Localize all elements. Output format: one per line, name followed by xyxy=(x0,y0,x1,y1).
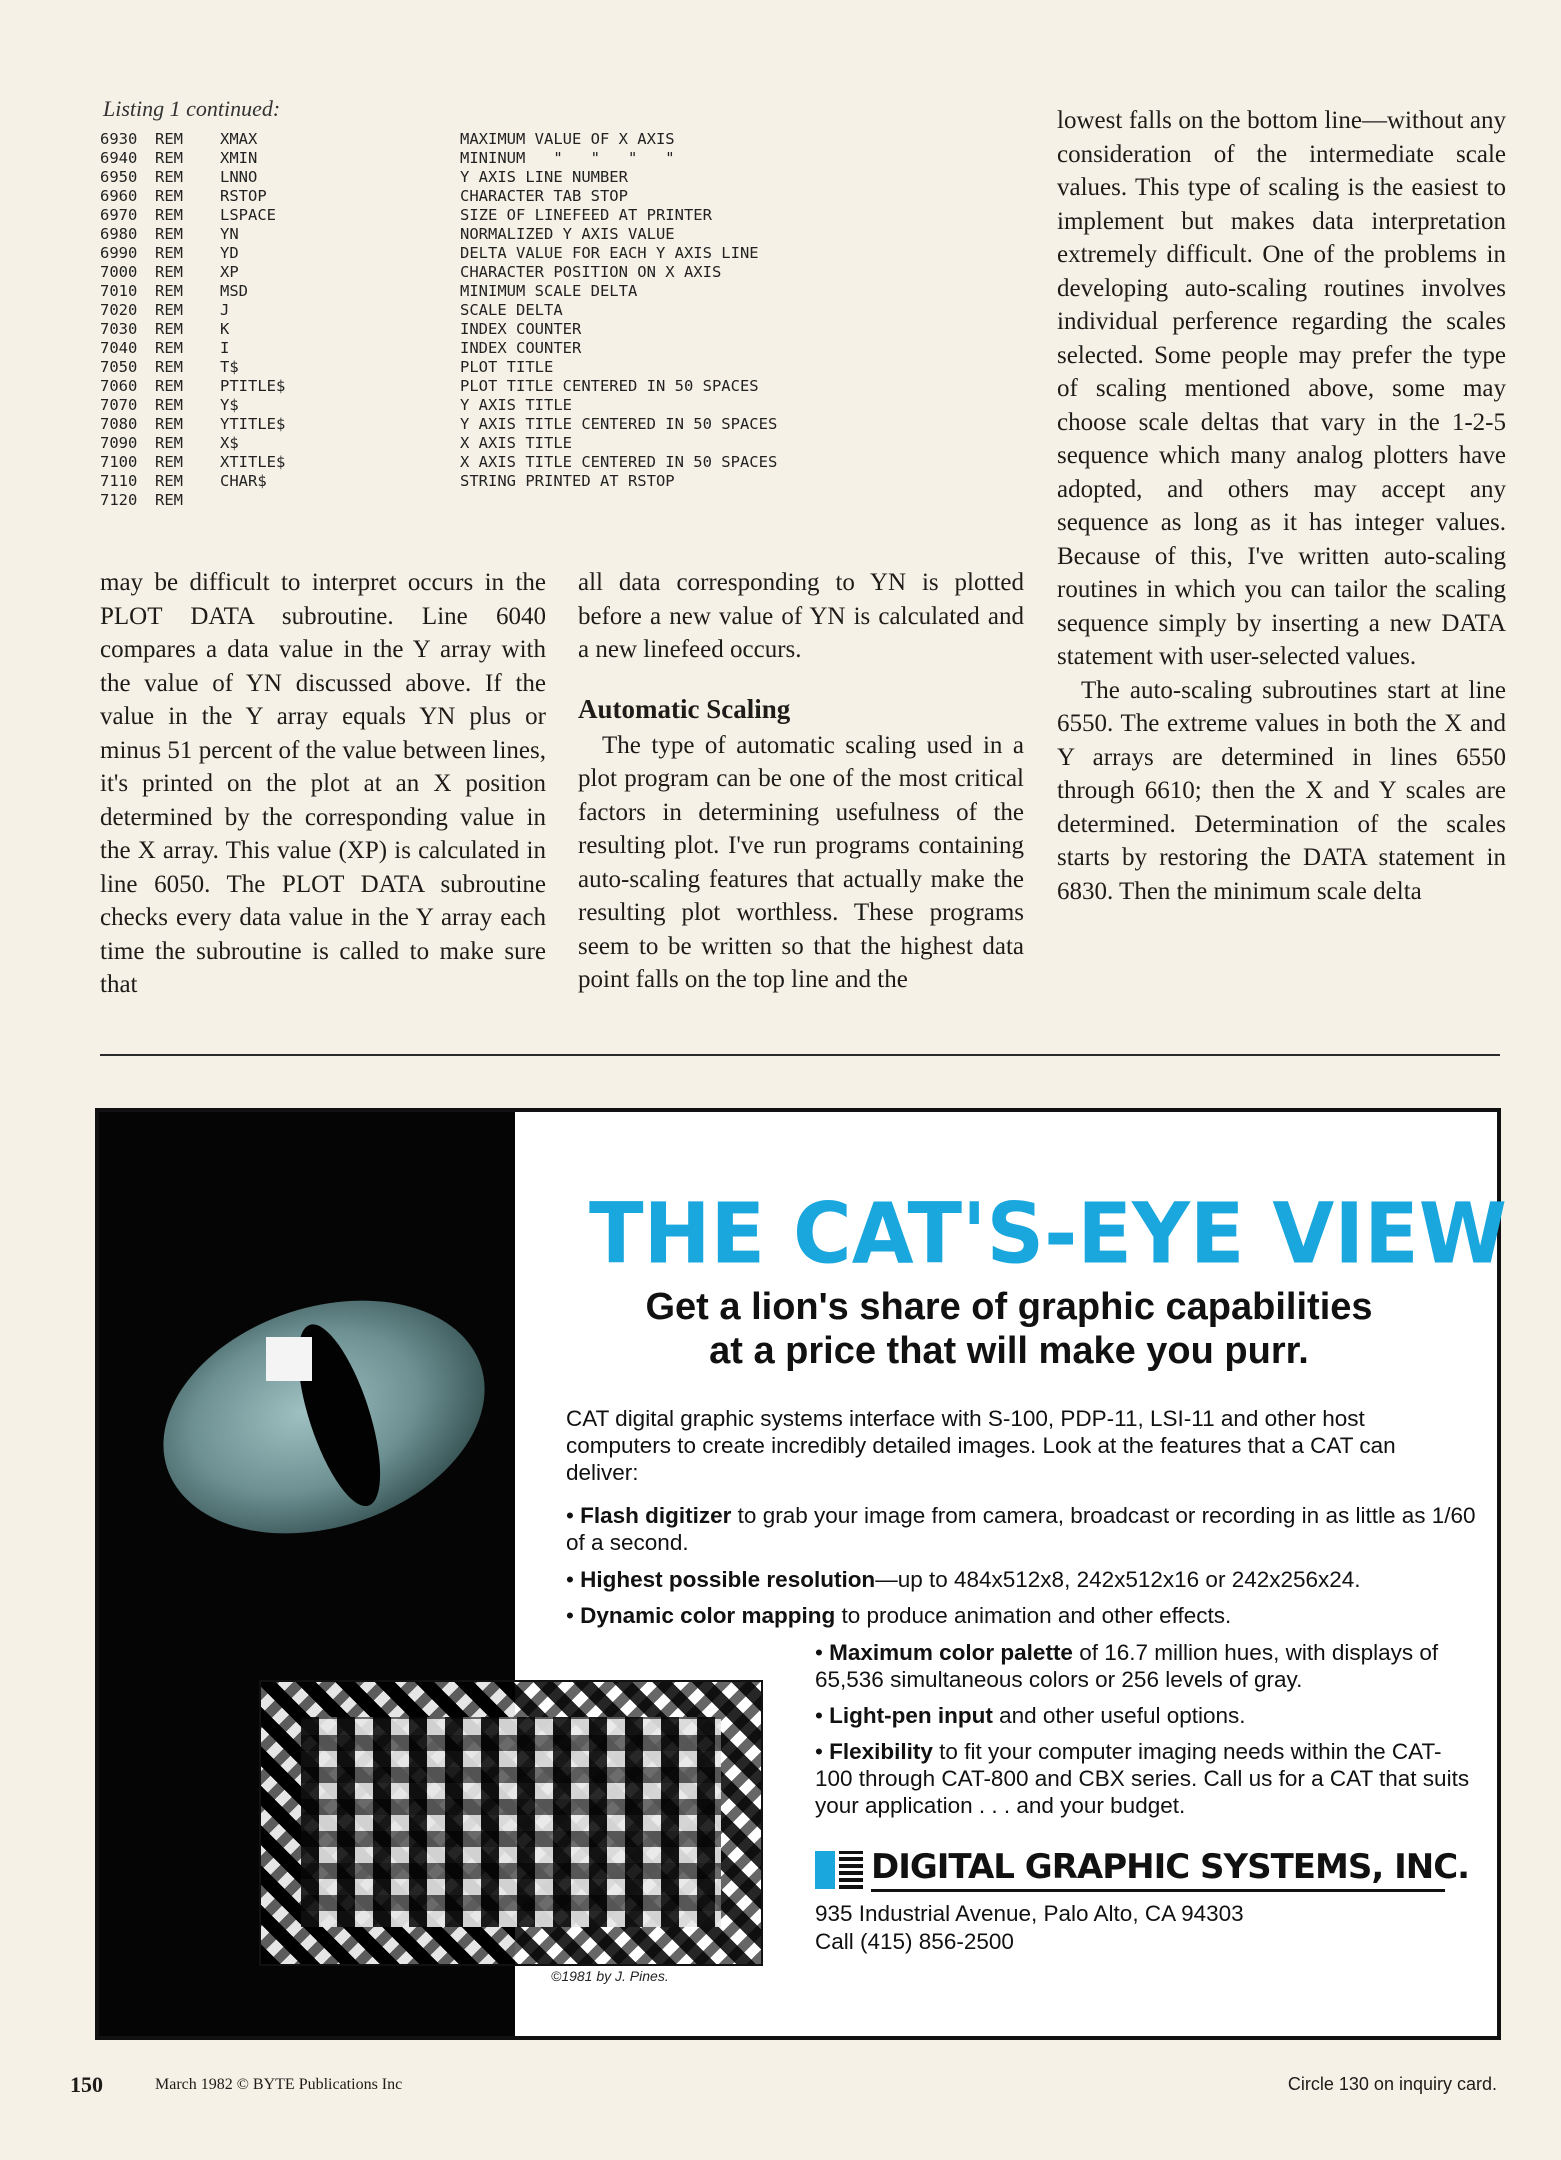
section-heading: Automatic Scaling xyxy=(578,693,791,724)
variable-name: I xyxy=(220,339,230,357)
variable-name: K xyxy=(220,320,230,338)
page-number: 150 xyxy=(70,2072,103,2097)
variable-name: XTITLE$ xyxy=(220,453,286,471)
line-number: 7110 xyxy=(100,472,138,490)
line-number: 6940 xyxy=(100,149,138,167)
article-column-2 xyxy=(578,566,1024,997)
rem-keyword: REM xyxy=(155,339,183,357)
line-number: 7070 xyxy=(100,396,138,414)
variable-description: MAXIMUM VALUE OF X AXIS xyxy=(460,130,675,148)
line-number: 7050 xyxy=(100,358,138,376)
variable-name: XMAX xyxy=(220,130,258,148)
variable-description: INDEX COUNTER xyxy=(460,339,582,357)
variable-name: YD xyxy=(220,244,239,262)
variable-name: Y$ xyxy=(220,396,239,414)
variable-name: XMIN xyxy=(220,149,258,167)
line-number: 6960 xyxy=(100,187,138,205)
mosaic-pattern xyxy=(301,1717,721,1927)
issue-line: March 1982 © BYTE Publications Inc xyxy=(155,2076,403,2093)
advertisement xyxy=(95,1108,1507,2040)
company-phone: Call (415) 856-2500 xyxy=(815,1929,1014,1954)
variable-description: CHARACTER POSITION ON X AXIS xyxy=(460,263,722,281)
company-address: 935 Industrial Avenue, Palo Alto, CA 94303 xyxy=(815,1901,1244,1926)
rem-keyword: REM xyxy=(155,149,183,167)
article-paragraph: lowest falls on the bottom line—without any consideration of the intermediate scale values. This type of scaling is the easiest to implement but makes data interpretation extremely difficult. One of the problems in developing auto-scaling routines involves individual perference regarding the scales selected. Some people may prefer the type of scaling mentioned above, some may choose scale deltas that vary in the 1-2-5 sequence which many analog plotters have adopted, and others may accept any sequence as long as it has integer values. Because of this, I've written auto-scaling routines in which you can tailor the scaling sequence simply by inserting a new DATA statement with user-selected values. xyxy=(1057,107,1506,670)
variable-name: T$ xyxy=(220,358,239,376)
line-number: 7060 xyxy=(100,377,138,395)
variable-description: MINIMUM SCALE DELTA xyxy=(460,282,638,300)
line-number: 6970 xyxy=(100,206,138,224)
rem-keyword: REM xyxy=(155,377,183,395)
article-paragraph: may be difficult to interpret occurs in the PLOT DATA subroutine. Line 6040 compares a data value in the Y array with the value of YN discussed above. If the value in the Y array equals YN plus or minus 51 percent of the value between lines, it's printed on the plot at an X position determined by the corresponding value in the X array. This value (XP) is calculated in line 6050. The PLOT DATA subroutine checks every data value in the Y array each time the subroutine is called to make sure that xyxy=(100,569,546,998)
rem-keyword: REM xyxy=(155,491,183,509)
feature-bullet: • Flash digitizer to grab your image from camera, broadcast or recording in as little as 1/60 of a second. xyxy=(566,1503,1476,1555)
company-name: DIGITAL GRAPHIC SYSTEMS, INC. xyxy=(871,1847,1470,1887)
logo-underline xyxy=(871,1889,1445,1892)
article-paragraph: all data corresponding to YN is plotted before a new value of YN is calculated and a new linefeed occurs. xyxy=(578,569,1024,663)
variable-name: LSPACE xyxy=(220,206,276,224)
variable-description: INDEX COUNTER xyxy=(460,320,582,338)
variable-description: MININUM " " " " xyxy=(460,149,675,167)
variable-name: J xyxy=(220,301,230,319)
variable-name: RSTOP xyxy=(220,187,267,205)
line-number: 7090 xyxy=(100,434,138,452)
rem-keyword: REM xyxy=(155,396,183,414)
line-number: 7020 xyxy=(100,301,138,319)
line-number: 6990 xyxy=(100,244,138,262)
article-paragraph: The auto-scaling subroutines start at line 6550. The extreme values in both the X and Y arrays are determined in lines 6550 through 6610; then the X and Y scales are determined. Determination of the scales starts by restoring the DATA statement in 6830. Then the minimum scale delta xyxy=(1057,676,1506,905)
rem-keyword: REM xyxy=(155,263,183,281)
article-column-3 xyxy=(1057,104,1506,908)
rem-keyword: REM xyxy=(155,301,183,319)
variable-name: LNNO xyxy=(220,168,258,186)
line-number: 7030 xyxy=(100,320,138,338)
variable-description: X AXIS TITLE xyxy=(460,434,572,452)
feature-bullet: • Dynamic color mapping to produce animation and other effects. xyxy=(566,1603,1232,1628)
variable-name: CHAR$ xyxy=(220,472,267,490)
rem-keyword: REM xyxy=(155,225,183,243)
variable-description: Y AXIS TITLE xyxy=(460,396,572,414)
section-divider xyxy=(100,1054,1500,1056)
feature-bullet: • Maximum color palette of 16.7 million hues, with displays of 65,536 simultaneous colors or 256 levels of gray. xyxy=(815,1640,1439,1692)
ad-intro-text: CAT digital graphic systems interface with S-100, PDP-11, LSI-11 and other host computers to create incredibly detailed images. Look at the features that a CAT can deliver: xyxy=(566,1406,1396,1485)
line-number: 7040 xyxy=(100,339,138,357)
rem-keyword: REM xyxy=(155,472,183,490)
variable-name: YTITLE$ xyxy=(220,415,286,433)
variable-description: DELTA VALUE FOR EACH Y AXIS LINE xyxy=(460,244,759,262)
rem-keyword: REM xyxy=(155,206,183,224)
line-number: 6980 xyxy=(100,225,138,243)
variable-description: Y AXIS TITLE CENTERED IN 50 SPACES xyxy=(460,415,778,433)
digitized-mosaic-image xyxy=(259,1680,763,1966)
line-number: 6930 xyxy=(100,130,138,148)
rem-keyword: REM xyxy=(155,434,183,452)
variable-name: XP xyxy=(220,263,239,281)
variable-description: Y AXIS LINE NUMBER xyxy=(460,168,628,186)
ad-subheadline-line-1: Get a lion's share of graphic capabilities xyxy=(645,1286,1373,1328)
rem-keyword: REM xyxy=(155,282,183,300)
ad-headline: THE CAT'S-EYE VIEW xyxy=(589,1184,1507,1283)
variable-description: SIZE OF LINEFEED AT PRINTER xyxy=(460,206,712,224)
variable-name: X$ xyxy=(220,434,239,452)
company-logo xyxy=(815,1847,1470,1893)
logo-square-icon xyxy=(815,1851,835,1889)
variable-description: STRING PRINTED AT RSTOP xyxy=(460,472,675,490)
feature-bullet: • Highest possible resolution—up to 484x512x8, 242x512x16 or 242x256x24. xyxy=(566,1567,1361,1592)
rem-keyword: REM xyxy=(155,187,183,205)
variable-name: YN xyxy=(220,225,239,243)
article-paragraph: The type of automatic scaling used in a plot program can be one of the most critical factors in determining usefulness of the resulting plot. I've run programs containing auto-scaling features that actually make the resulting plot worthless. These programs seem to be written so that the highest data point falls on the top line and the xyxy=(578,731,1024,993)
variable-name: PTITLE$ xyxy=(220,377,286,395)
inquiry-note: Circle 130 on inquiry card. xyxy=(1287,2074,1497,2094)
line-number: 7100 xyxy=(100,453,138,471)
line-number: 7080 xyxy=(100,415,138,433)
feature-bullet: • Light-pen input and other useful options. xyxy=(815,1703,1246,1728)
variable-description: PLOT TITLE CENTERED IN 50 SPACES xyxy=(460,377,759,395)
rem-keyword: REM xyxy=(155,415,183,433)
rem-keyword: REM xyxy=(155,453,183,471)
line-number: 7120 xyxy=(100,491,138,509)
eye-reflection xyxy=(266,1337,312,1381)
ad-subheadline xyxy=(519,1285,1499,1373)
rem-keyword: REM xyxy=(155,130,183,148)
rem-keyword: REM xyxy=(155,244,183,262)
variable-description: X AXIS TITLE CENTERED IN 50 SPACES xyxy=(460,453,778,471)
logo-lines-icon xyxy=(839,1851,863,1889)
rem-keyword: REM xyxy=(155,168,183,186)
variable-description: SCALE DELTA xyxy=(460,301,563,319)
photo-credit: ©1981 by J. Pines. xyxy=(551,1968,669,1984)
variable-description: CHARACTER TAB STOP xyxy=(460,187,628,205)
variable-name: MSD xyxy=(220,282,248,300)
line-number: 6950 xyxy=(100,168,138,186)
cat-eye-image xyxy=(133,1261,515,1572)
rem-keyword: REM xyxy=(155,358,183,376)
article-column-1 xyxy=(100,566,546,1002)
listing-caption: Listing 1 continued: xyxy=(103,96,281,121)
ad-subheadline-line-2: at a price that will make you purr. xyxy=(709,1330,1309,1372)
variable-description: NORMALIZED Y AXIS VALUE xyxy=(460,225,675,243)
rem-keyword: REM xyxy=(155,320,183,338)
line-number: 7010 xyxy=(100,282,138,300)
variable-description: PLOT TITLE xyxy=(460,358,554,376)
feature-bullet: • Flexibility to fit your computer imaging needs within the CAT-100 through CAT-800 and CBX series. Call us for a CAT that suits your application . . . and your budget. xyxy=(815,1739,1470,1818)
line-number: 7000 xyxy=(100,263,138,281)
